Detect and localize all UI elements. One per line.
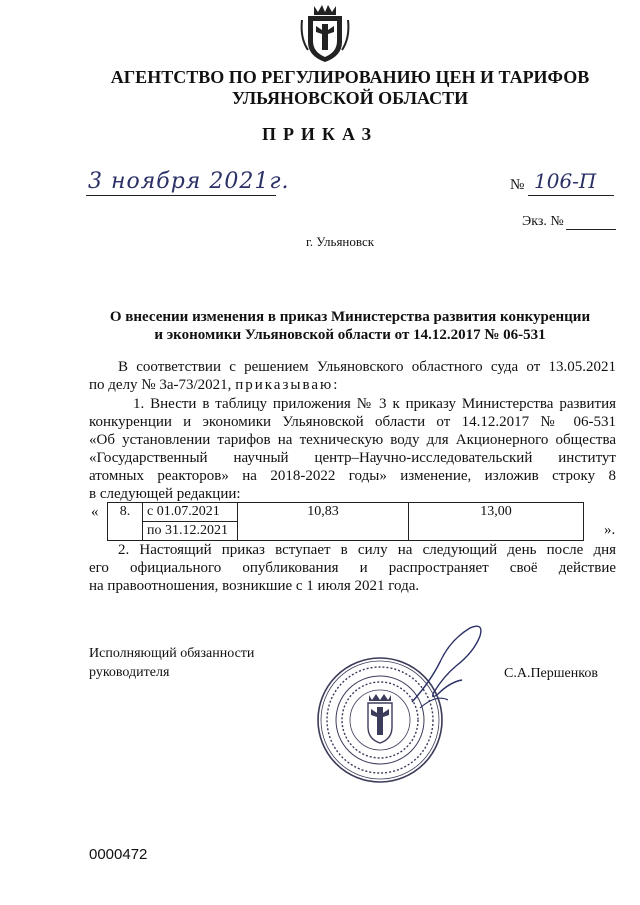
- order-verb: приказываю:: [235, 377, 340, 393]
- order-title: ПРИКАЗ: [261, 124, 379, 144]
- period-to: по 31.12.2021: [147, 523, 228, 538]
- item-2-line3: на правоотношения, возникшие с 1 июля 2021 года.: [89, 578, 420, 594]
- signatory-position: [89, 644, 254, 682]
- document-code: 0000472: [89, 846, 148, 863]
- order-number-handwritten: 106-П: [534, 169, 597, 193]
- case-reference: по делу № 3а-73/2021,: [89, 377, 232, 393]
- quote-close: ».: [604, 522, 616, 538]
- signatory-name: С.А.Першенков: [504, 666, 598, 681]
- tariff-value-1: 10,83: [238, 503, 409, 541]
- copy-number-label: Экз. №: [522, 214, 564, 229]
- number-underline: [528, 195, 614, 196]
- subject-line1: О внесении изменения в приказ Министерства развития конкуренции: [109, 309, 591, 325]
- period-from: с 01.07.2021: [143, 503, 237, 522]
- revision-table: [107, 502, 584, 541]
- handwritten-signature: [400, 622, 495, 712]
- item-1-line4: «Государственный научный центр–Научно-исследовательский институт: [89, 450, 616, 466]
- item-2-line1: 2. Настоящий приказ вступает в силу на следующий день после дня: [118, 542, 616, 558]
- item-1-line1: 1. Внести в таблицу приложения № 3 к приказу Министерства развития: [133, 396, 616, 412]
- order-date-handwritten: 3 ноября 2021г.: [88, 169, 290, 194]
- row-number-cell: 8.: [108, 503, 143, 541]
- table-row: [108, 503, 584, 541]
- position-line2: руководителя: [89, 665, 170, 680]
- paragraph-1-line2: [89, 377, 339, 394]
- subject-line2: и экономики Ульяновской области от 14.12.2017 № 06-531: [154, 327, 546, 343]
- quote-open: «: [91, 504, 99, 520]
- item-1-line5: атомных реакторов» на 2018-2022 годы» изменение, изложив строку 8: [89, 468, 616, 484]
- item-1-line3: «Об установлении тарифов на техническую воду для Акционерного общества: [89, 432, 616, 448]
- city: г. Ульяновск: [305, 234, 375, 249]
- position-line1: Исполняющий обязанности: [89, 646, 255, 661]
- item-2-line2: его официального опубликования и распространяет своё действие: [89, 560, 616, 576]
- agency-name-line1: АГЕНТСТВО ПО РЕГУЛИРОВАНИЮ ЦЕН И ТАРИФОВ: [110, 67, 590, 87]
- date-underline: [86, 195, 276, 196]
- copy-number-underline: [566, 229, 616, 230]
- coat-of-arms-emblem: [300, 2, 350, 64]
- period-cell: [143, 503, 238, 541]
- item-1-line2: конкуренции и экономики Ульяновской области от 14.12.2017 № 06-531: [89, 414, 616, 430]
- item-1-line6: в следующей редакции:: [89, 486, 241, 502]
- tariff-value-2: 13,00: [409, 503, 584, 541]
- order-number-label: №: [510, 177, 525, 193]
- paragraph-1-line1: В соответствии с решением Ульяновского областного суда от 13.05.2021: [118, 359, 616, 375]
- agency-name-line2: УЛЬЯНОВСКОЙ ОБЛАСТИ: [231, 88, 469, 108]
